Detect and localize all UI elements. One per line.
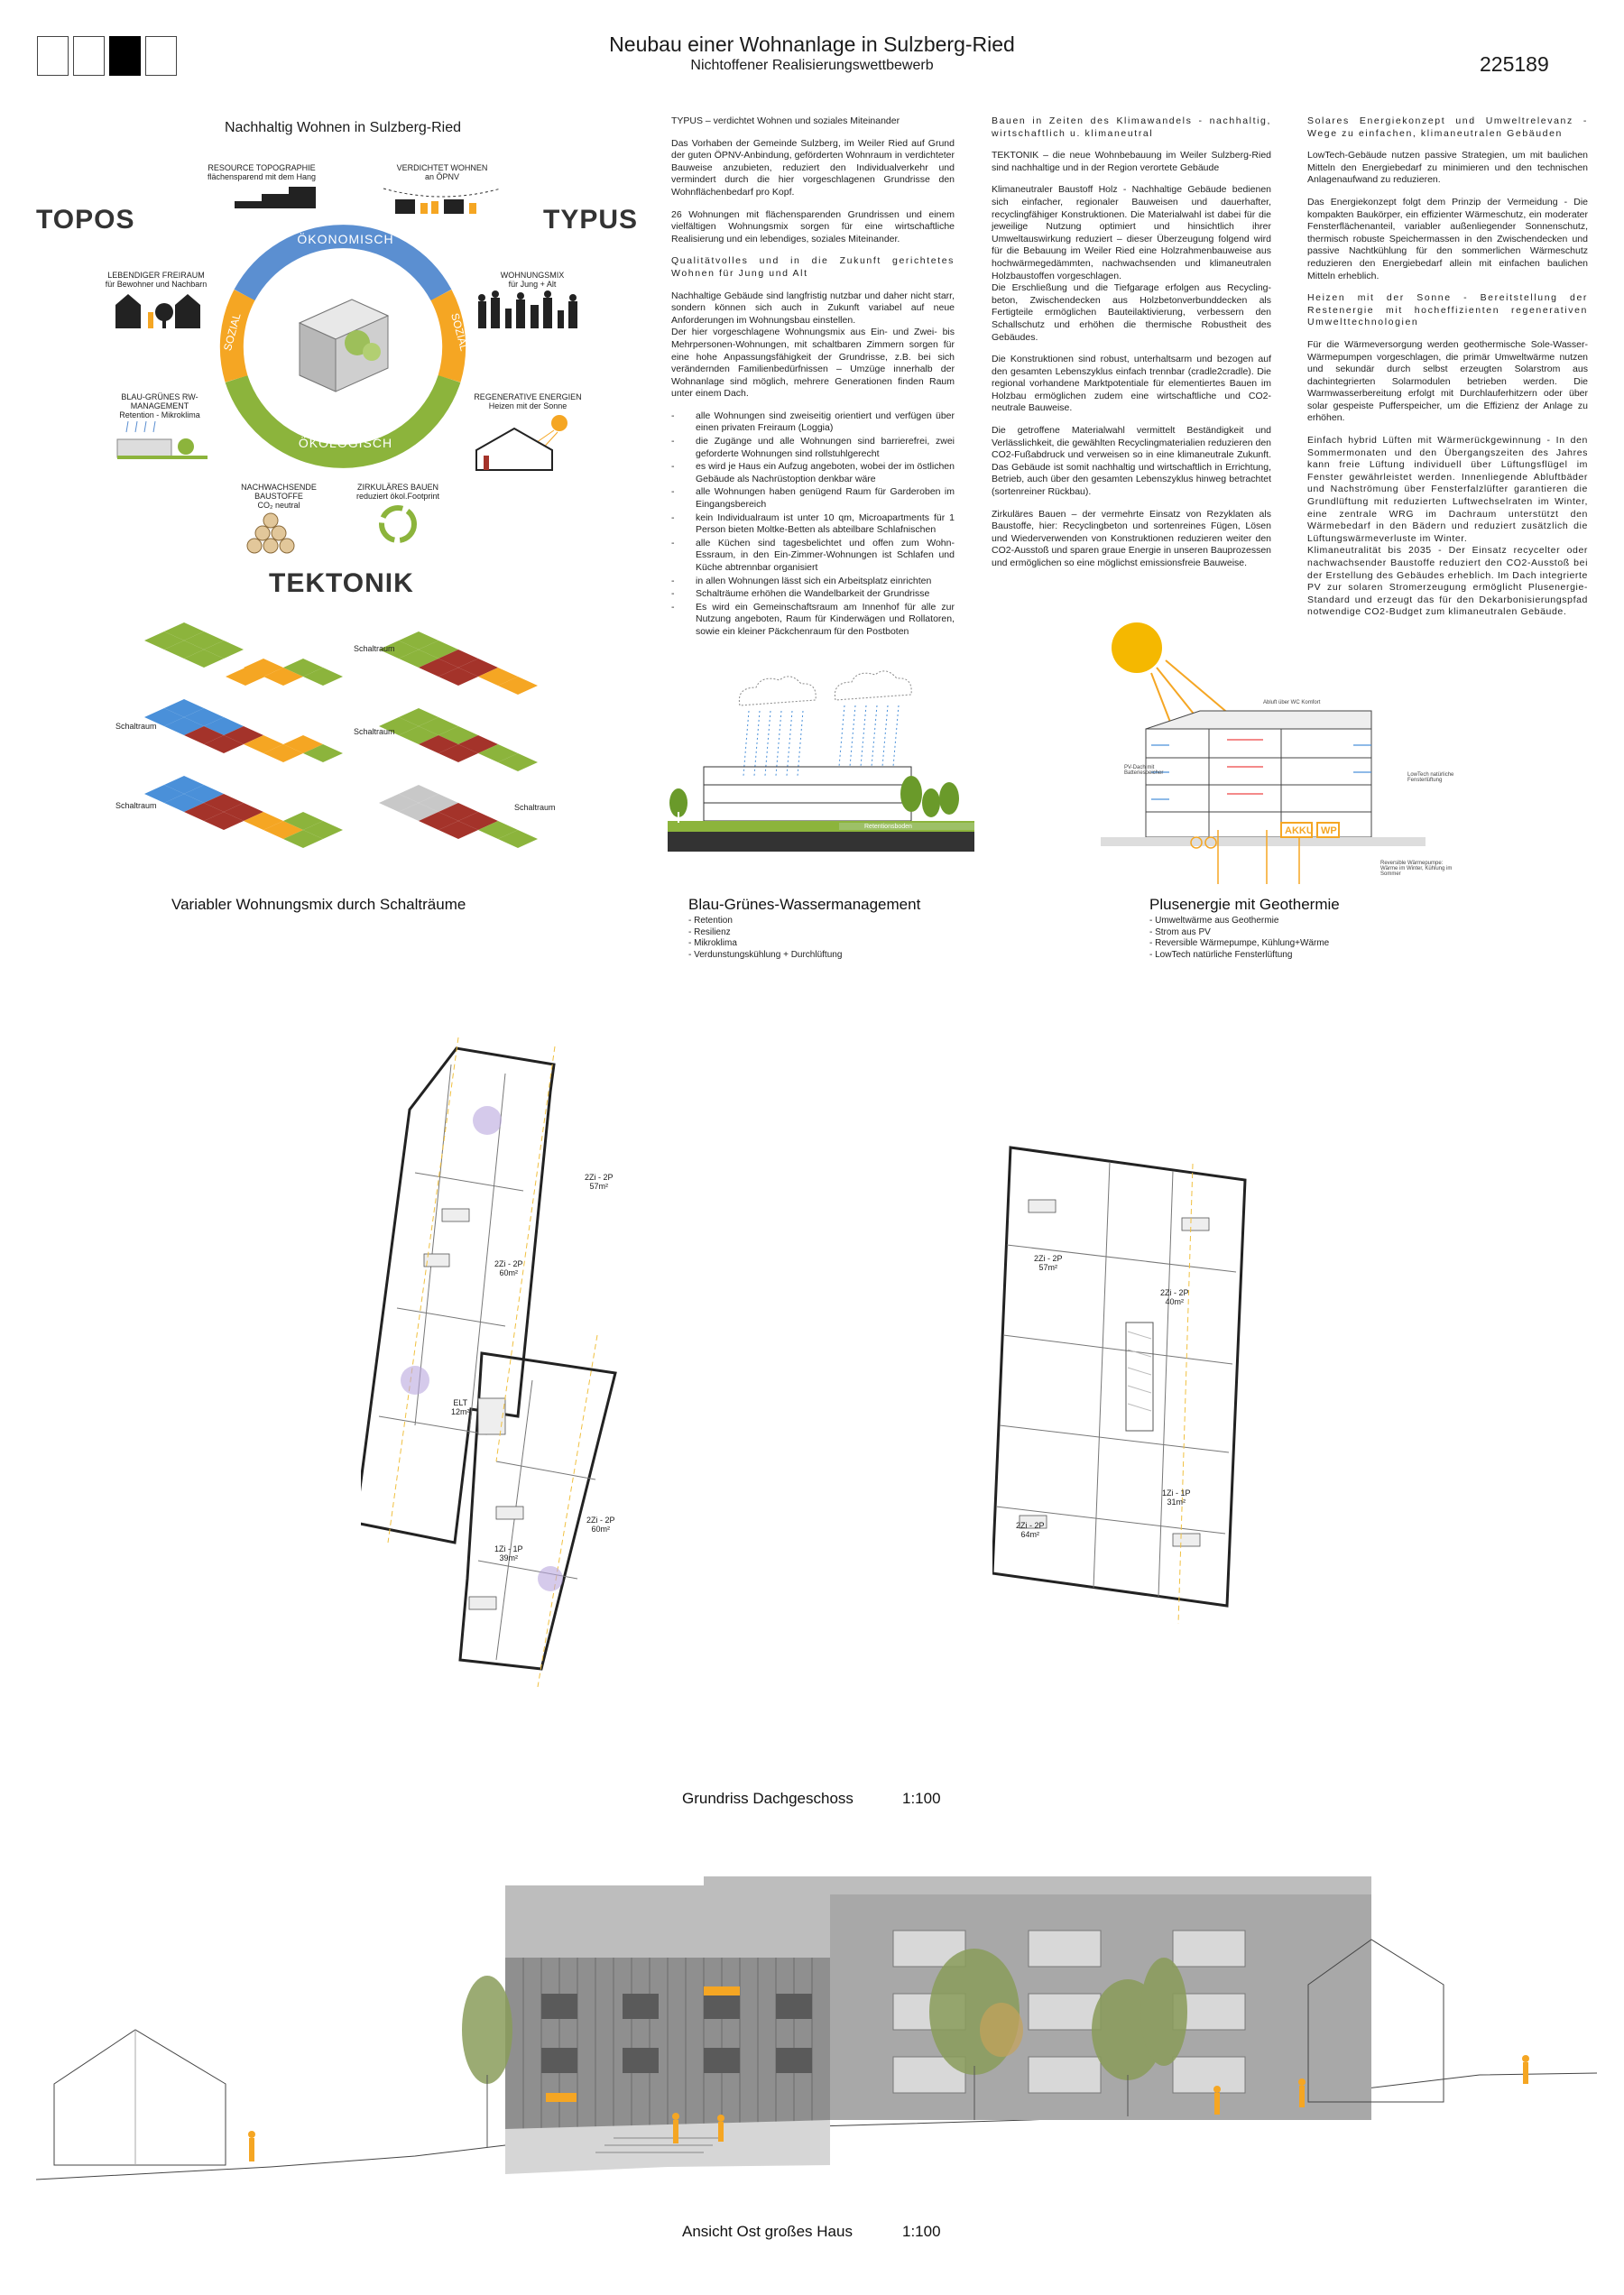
energy-diagram xyxy=(1101,613,1480,902)
plan-unit-2: 2Zi - 2P 60m² xyxy=(494,1259,523,1277)
elevation-scale: 1:100 xyxy=(902,2223,941,2240)
sustainability-diagram xyxy=(36,113,650,618)
sustainability-ring xyxy=(217,217,469,469)
energy-caption: Plusenergie mit Geothermie xyxy=(1149,896,1340,913)
topos-label: TOPOS xyxy=(36,205,135,235)
plan-unit-1: 2Zi - 2P 57m² xyxy=(585,1173,614,1191)
mix-caption: Variabler Wohnungsmix durch Schalträume xyxy=(171,896,466,913)
water-diagram xyxy=(668,668,974,857)
energy-label-2: PV-Dach mit Batteriespeicher xyxy=(1124,765,1164,776)
item-mix: WOHNUNGSMIX für Jung + Alt xyxy=(469,271,595,335)
akku-label: AKKU xyxy=(1285,825,1314,836)
text-column-3: Solares Energiekonzept und Umweltrelevanz - Wege zu einfachen, klimaneutralen Gebäuden LowTech-Gebäude nutzen passive Strategien, um mit baulichen Mitteln den Energiebedarf zu minimieren und den technischen Anlagenaufwand zu reduzieren. Das Energiekonzept folgt dem Prinzip der Vermeidung - Die kompakten Baukörper, ein effizienter Wärmeschutz, ein moderater Fensterflächenanteil, variabler außenliegender Sonnenschutz, thermisch robuste Speichermassen in den Zwischendecken und passive Nachtkühlung für den sommerlichen Wärmeschutz reduzieren den Energiebedarf allein mit einfachen baulichen Mitteln erheblich. Heizen mit der Sonne - Bereitstellung der Restenergie mit hocheffizienten regenerativen Umwelttechnologien Für die Wärmeversorgung werden geothermische Sole-Wasser-Wärmepumpen vorgeschlagen, die primär Umweltwärme nutzen und sekundär durch selbst erzeugten Solarstrom aus dachintegrierten Solarmodulen betrieben werden. Die Warmwasserbereitung erfolgt mit Durchlauferhitzern oder über solar gespeiste Pufferspeicher, um die Effizienz der Anlage zu erhöhen. Einfach hybrid Lüften mit Wärmerückgewinnung - In den Sommermonaten und den Übergangszeiten des Jahres kann freie Lüftung individuell über Lüftungsflügel im Fenster gewährleistet werden. Innenliegende Abluftbäder und Nachströmung über Fensterfalzlüfter garantieren die Grundlüftung mit reduzierten Luftwechselraten im Winter, eine zentrale WRG im Dachraum unterstützt den Wärmebedarf in den Bädern und reduziert zusätzlich die Lüftungswärmeverluste im Winter. Klimaneutralität bis 2035 - Der Einsatz recycelter oder nachwachsender Baustoffe reduziert den CO2-Ausstoß bei der Erstellung des Gebäudes erheblich. Im Dach integrierte PV zur solaren Stromerzeugung ermöglicht Plusenergie-Standard und erzeugt das für den Dekarbonisierungspfad notwendige CO2-Budget zum klimaneutralen Gebäude. xyxy=(1307,115,1588,618)
text-column-1: TYPUS – verdichtet Wohnen und soziales Miteinander Das Vorhaben der Gemeinde Sulzberg, im Weiler Ried auf Grund der guten ÖPNV-Anbindung, geförderten Wohnraum in verdichteter Bauweise anzubieten, reduziert den Individualverkehr und vermindert durch die hier vorgeschlagenen Grundrisse den Wohnflächenbedarf pro Kopf. 26 Wohnungen mit flächensparenden Grundrissen und einem vielfältigen Wohnungsmix sorgen für eine wirtschaftliche Realisierung und ein lebendiges, soziales Miteinander. Qualitätvolles und in die Zukunft gerichtetes Wohnen für Jung und Alt Nachhaltige Gebäude sind langfristig nutzbar und daher nicht starr, sondern können sich auch in Zukunft variabel auf neue Anforderungen im Wohnungsbau einstellen. Der hier vorgeschlagene Wohnungsmix aus Ein- und Zwei- bis Mehrpersonen-Wohnungen, mit schaltbaren Zimmern sorgen für eine hohe Anpassungsfähigkeit der Grundrisse, z.B. bei sich verändernden Familienbedürfnissen – Umzüge innerhalb der Wohnanlage sind möglich, mehrere Generationen finden Raum unter einem Dach. - alle Wohnungen sind zweiseitig orientiert und verfügen über einen privaten Freiraum (Loggia) - die Zugänge und alle Wohnungen sind barrierefrei, zwei geforderte Wohnungen sind rollstuhlgerecht - es wird je Haus ein Aufzug angeboten, wobei der im östlichen Gebäude als Nachrüstoption denkbar wäre - alle Wohnungen haben genügend Raum für Garderoben im Eingangsbereich - kein Individualraum ist unter 10 qm, Microapartments für 1 Person bieten Moltke-Betten als abteilbare Schlafnischen - alle Küchen sind tagesbelichtet und offen zum Wohn-Essraum, in den Ein-Zimmer-Wohnungen ist Schlafen und Küche abtrennbar organisiert - in allen Wohnungen lässt sich ein Arbeitsplatz einrichten - Schalträume erhöhen die Wandelbarkeit der Grundrisse - Es wird ein Gemeinschaftsraum am Innenhof für alle zur Nutzung angeboten, Raum für Kinderwägen und Rollatoren, sowie ein kleiner Päckchenraum für den Postboten xyxy=(671,115,955,646)
plan-unit-7: 2Zi - 2P 40m² xyxy=(1160,1288,1189,1306)
energy-label-1: Abluft über WC Komfort xyxy=(1263,700,1321,705)
marker-squares xyxy=(37,36,177,76)
text-column-2: Bauen in Zeiten des Klimawandels - nachhaltig, wirtschaftlich u. klimaneutral TEKTONIK – die neue Wohnbebauung im Weiler Sulzberg-Ried sind nachhaltige und in der Region verortete Gebäude Klimaneutraler Baustoff Holz - Nachhaltige Gebäude bedienen sich einfacher, regionaler Bauweisen und dauerhafter, recyclingfähiger Konstruktionen. Die Materialwahl ist dabei für die jeweilige Nutzung optimiert und hinsichtlich ihrer Umweltauswirkung reduziert – dieser Überzeugung folgend wird für die Bebauung im Weiler Ried eine Holzrahmenbauweise aus hochwärmegedämmten, nachwachsenden und klimaneutralen Holzbaustoffen vorgeschlagen. Die Erschließung und die Tiefgarage erfolgen aus Recycling-beton, Zwischendecken aus Holzbetonverbunddecken als Fertigteile ermöglichen Bauteilaktivierung, verbessern den Schallschutz und erhöhen die thermische Robustheit des Gebäudes. Die Konstruktionen sind robust, unterhaltsarm und bezogen auf den gesamten Lebenszyklus einfach trennbar (cradle2cradle). Die regional vorhandene Marktpotentiale für elementiertes Bauen im Holzbau ermöglichen zudem eine wirtschaftliche und CO2-neutrale Bauweise. Die getroffene Materialwahl vermittelt Beständigkeit und Verlässlichkeit, die gewählten Recyclingmaterialien reduzieren den CO2-Fußabdruck und verweisen so in eine klimaneutrale Zukunft. Das Gebäude ist somit nachhaltig und wirtschaftlich in Errichtung, Betrieb, auch über den gesamten Lebenszyklus hinweg betrachtet (sortenreiner Rückbau). Zirkuläres Bauen – der vermehrte Einsatz von Rezyklaten als Baustoffe, hier: Recyclingbeton und sortenreines Fügen, Lösen und Wiederverwenden von Konstruktionen reduzieren weiter den CO2-Ausstoß und sparen graue Energie in unseren Bauprozessen und ermöglichen so eine möglichst emissionsfreie Bauweise. xyxy=(992,115,1271,568)
plan-caption: Grundriss Dachgeschoss xyxy=(682,1790,854,1807)
elevation-drawing xyxy=(36,1876,1597,2201)
plan-unit-8: 1Zi - 1P 31m² xyxy=(1162,1489,1191,1507)
item-regenerativ: REGENERATIVE ENERGIEN Heizen mit der Sonne xyxy=(460,392,595,478)
item-blau: BLAU-GRÜNES RW-MANAGEMENT Retention - Mikroklima xyxy=(110,392,209,465)
item-zirkulaer: ZIRKULÄRES BAUEN reduziert ökol.Footprint xyxy=(348,483,448,550)
schaltraum-label-3: Schaltraum xyxy=(354,727,395,736)
energy-label-4: Reversible Wärmepumpe: Wärme im Winter, Kühlung im Sommer xyxy=(1380,861,1453,877)
plan-unit-6: 2Zi - 2P 57m² xyxy=(1034,1254,1063,1272)
item-verdichtet: VERDICHTET WOHNEN an ÖPNV xyxy=(379,163,505,222)
tektonik-label: TEKTONIK xyxy=(269,568,414,598)
page-subtitle: Nichtoffener Realisierungswettbewerb xyxy=(690,58,934,73)
energy-label-3: LowTech natürliche Fensterlüftung xyxy=(1407,772,1454,783)
energy-list: - Umweltwärme aus Geothermie - Strom aus PV - Reversible Wärmepumpe, Kühlung+Wärme - LowTech natürliche Fensterlüftung xyxy=(1149,916,1330,960)
plan-unit-3: ELT 12m² xyxy=(451,1398,470,1416)
water-ground-label: Retentionsboden xyxy=(864,824,912,830)
ring-label-bottom: ÖKOLOGISCH xyxy=(298,436,393,450)
plan-unit-4: 2Zi - 2P 60m² xyxy=(586,1516,615,1534)
item-freiraum: LEBENDIGER FREIRAUM für Bewohner und Nachbarn xyxy=(97,271,215,335)
plan-unit-9: 2Zi - 2P 64m² xyxy=(1016,1521,1045,1539)
page-title: Neubau einer Wohnanlage in Sulzberg-Ried xyxy=(609,32,1015,56)
ring-label-right: SOZIAL xyxy=(448,311,471,353)
plan-scale: 1:100 xyxy=(902,1790,941,1807)
wp-label: WP xyxy=(1321,825,1337,836)
feature-list: - alle Wohnungen sind zweiseitig orientiert und verfügen über einen privaten Freiraum (Loggia) - die Zugänge und alle Wohnungen sind barrierefrei, zwei geforderte Wohnungen sind rollstuhlgerecht - es wird je Haus ein Aufzug angeboten, wobei der im östlichen Gebäude als Nachrüstoption denkbar wäre - alle Wohnungen haben genügend Raum für Garderoben im Eingangsbereich - kein Individualraum ist unter 10 qm, Microapartments für 1 Person bieten Moltke-Betten als abteilbare Schlafnischen - alle Küchen sind tagesbelichtet und offen zum Wohn-Essraum, in den Ein-Zimmer-Wohnungen ist Schlafen und Küche abtrennbar organisiert - in allen Wohnungen lässt sich ein Arbeitsplatz einrichten - Schalträume erhöhen die Wandelbarkeit der Grundrisse - Es wird ein Gemeinschaftsraum am Innenhof für alle zur Nutzung angeboten, Raum für Kinderwägen und Rollatoren, sowie ein kleiner Päckchenraum für den Postboten xyxy=(671,410,955,639)
wohnungsmix-diagram xyxy=(108,622,650,893)
ring-label-top: ÖKONOMISCH xyxy=(297,232,394,246)
item-resource: RESOURCE TOPOGRAPHIE flächensparend mit dem Hang xyxy=(198,163,325,217)
water-caption: Blau-Grünes-Wassermanagement xyxy=(688,896,921,913)
schaltraum-label-5: Schaltraum xyxy=(514,803,556,812)
item-nachwachsend: NACHWACHSENDE BAUSTOFFE CO₂ neutral xyxy=(229,483,328,559)
plan-unit-5: 1Zi - 1P 39m² xyxy=(494,1544,523,1562)
schaltraum-label-2: Schaltraum xyxy=(115,722,157,731)
schaltraum-label-4: Schaltraum xyxy=(115,801,157,810)
floor-plan-left xyxy=(361,1037,740,1687)
schaltraum-label-1: Schaltraum xyxy=(354,644,395,653)
typus-label: TYPUS xyxy=(543,205,639,235)
floor-plan-right xyxy=(992,1137,1281,1624)
competition-number: 225189 xyxy=(1480,52,1549,76)
water-list: - Retention - Resilienz - Mikroklima - Verdunstungskühlung + Durchlüftung xyxy=(688,916,843,960)
diagram-title: Nachhaltig Wohnen in Sulzberg-Ried xyxy=(224,120,462,135)
elevation-caption: Ansicht Ost großes Haus xyxy=(682,2223,853,2240)
ring-label-left: SOZIAL xyxy=(221,311,244,353)
